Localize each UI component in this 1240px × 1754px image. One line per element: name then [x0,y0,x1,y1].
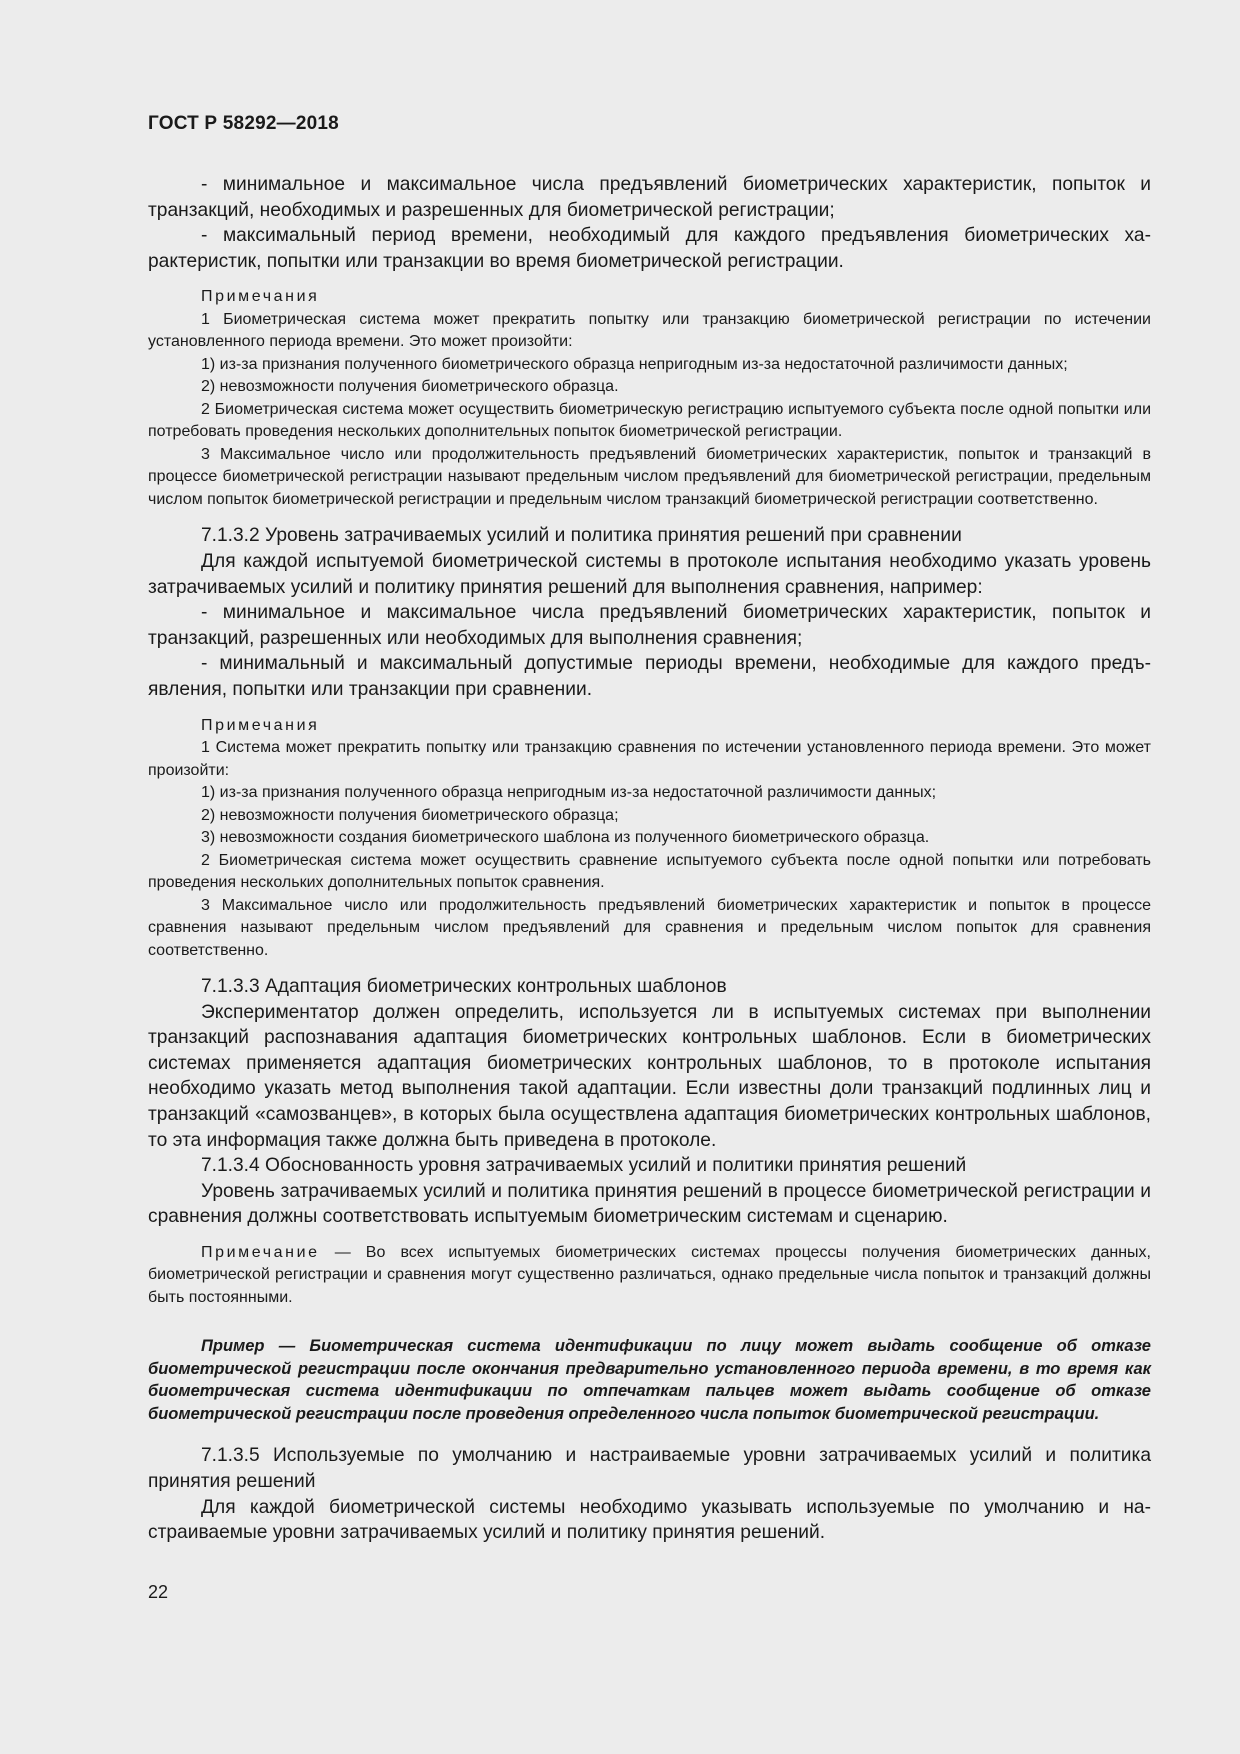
paragraph: Для каждой биометрической системы необходимо указывать используемые по умолчанию и настраиваемые уровни затрачиваемых усилий и политику принятия решений. [148,1496,1151,1544]
list-item: - минимальное и максимальное числа предъявлений биометрических характеристик, попыток и транзакций, разрешенных или необходимых для выполнения сравнения; [148,602,1151,649]
notes-heading: Примечания [201,716,320,734]
note-item: 1 Биометрическая система может прекратить попытку или транзакцию биометрической регистрации по истечении установленного периода времени. Это может произойти: [148,310,1151,351]
note-item: 1 Система может прекратить попытку или транзакцию сравнения по истечении установленного периода времени. Это может произойти: [148,739,1151,779]
note-subitem: 3) невозможности создания биометрического шаблона из полученного биометрического образца. [201,829,930,847]
note-text: — Во всех испытуемых биометрических системах процессы получения биометрических данных, биометрической регистрации и сравнения могут существенно различаться, однако предельные числа попыток и транзакций должны быть постоянными. [148,1243,1151,1306]
section-title: 7.1.3.4 Обоснованность уровня затрачиваемых усилий и политики принятия решений [201,1155,967,1177]
page-number: 22 [148,1582,169,1602]
section-title: 7.1.3.5 Используемые по умолчанию и настраиваемые уровни затрачиваемых усилий и политика принятия решений [148,1445,1151,1493]
list-item: - минимальное и максимальное числа предъявлений биометрических характеристик, попыток и транзакций, необходимых и разрешенных для биометрической регистрации; [148,174,1151,221]
note-subitem: 2) невозможности получения биометрического образца. [201,378,619,396]
note-label: Примечание [201,1243,320,1261]
list-item: - максимальный период времени, необходимый для каждого предъявления биометрических характеристик, попытки или транзакции во время биометрической регистрации. [148,225,1151,272]
note-subitem: 1) из-за признания полученного образца непригодным из-за недостаточной различимости данных; [201,784,937,802]
note-subitem: 1) из-за признания полученного биометрического образца непригодным из-за недостаточной различимости данных; [201,355,1068,373]
paragraph: Экспериментатор должен определить, используется ли в испытуемых системах при выполнении транзакций распознавания адаптация биометрических контрольных шаблонов. Если в биометрических системах применяется адаптация биометрических контрольных шаблонов, то в протоколе испытания необходимо указать метод выполнения такой адаптации. Если известны доли транзакций подлинных лиц и транзакций «самозванцев», в которых была осуществлена адаптация биометрических контрольных шаблонов, то эта информация также должна быть приведена в протоколе. [148,1001,1151,1151]
notes-heading: Примечания [201,288,320,306]
example-paragraph: Пример — Биометрическая система идентификации по лицу может выдать сообщение об отказе биометрической регистрации после окончания предварительно установленного периода времени, в то время как биометрическая система идентификации по отпечаткам пальцев может выдать сообщение об отказе биометрической регистрации после проведения определенного числа попыток биометрической регистрации. [148,1337,1151,1423]
paragraph: Уровень затрачиваемых усилий и политика принятия решений в процессе биометрической регистрации и сравнения должны соответствовать испытуемым биометрическим системам и сценарию. [148,1180,1151,1228]
note-subitem: 2) невозможности получения биометрического образца; [201,806,619,824]
standard-designation: ГОСТ Р 58292—2018 [148,113,339,134]
note-item: 3 Максимальное число или продолжительность предъявлений биометрических характеристик и попыток в процессе сравнения называют предельным числом предъявлений для сравнения и предельным числом попыток для сравнения соответственно. [148,896,1151,959]
note-item: 2 Биометрическая система может осуществить биометрическую регистрацию испытуемого субъекта после одной попытки или потребовать проведения нескольких дополнительных попыток биометрической регистрации. [148,400,1151,441]
note-item: 3 Максимальное число или продолжительность предъявлений биометрических характеристик, попыток и транзакций в процессе биометрической регистрации называют предельным числом предъявлений для биометрической регистрации, предельным числом попыток биометрической регистрации и предельным числом транзакций биометрической регистрации соответственно. [148,445,1151,508]
paragraph: Для каждой испытуемой биометрической системы в протоколе испытания необходимо указать уровень затрачиваемых усилий и политику принятия решений для выполнения сравнения, например: [148,550,1151,598]
note-item: 2 Биометрическая система может осуществить сравнение испытуемого субъекта после одной попытки или потребовать проведения нескольких дополнительных попыток сравнения. [148,851,1151,892]
document-body [148,172,1151,1546]
note-paragraph [148,1242,1151,1310]
section-title: 7.1.3.2 Уровень затрачиваемых усилий и политика принятия решений при сравнении [201,525,962,547]
list-item: - минимальный и максимальный допустимые периоды времени, необходимые для каждого предъявления, попытки или транзакции при сравнении. [148,653,1151,700]
section-title: 7.1.3.3 Адаптация биометрических контрольных шаблонов [201,976,727,998]
